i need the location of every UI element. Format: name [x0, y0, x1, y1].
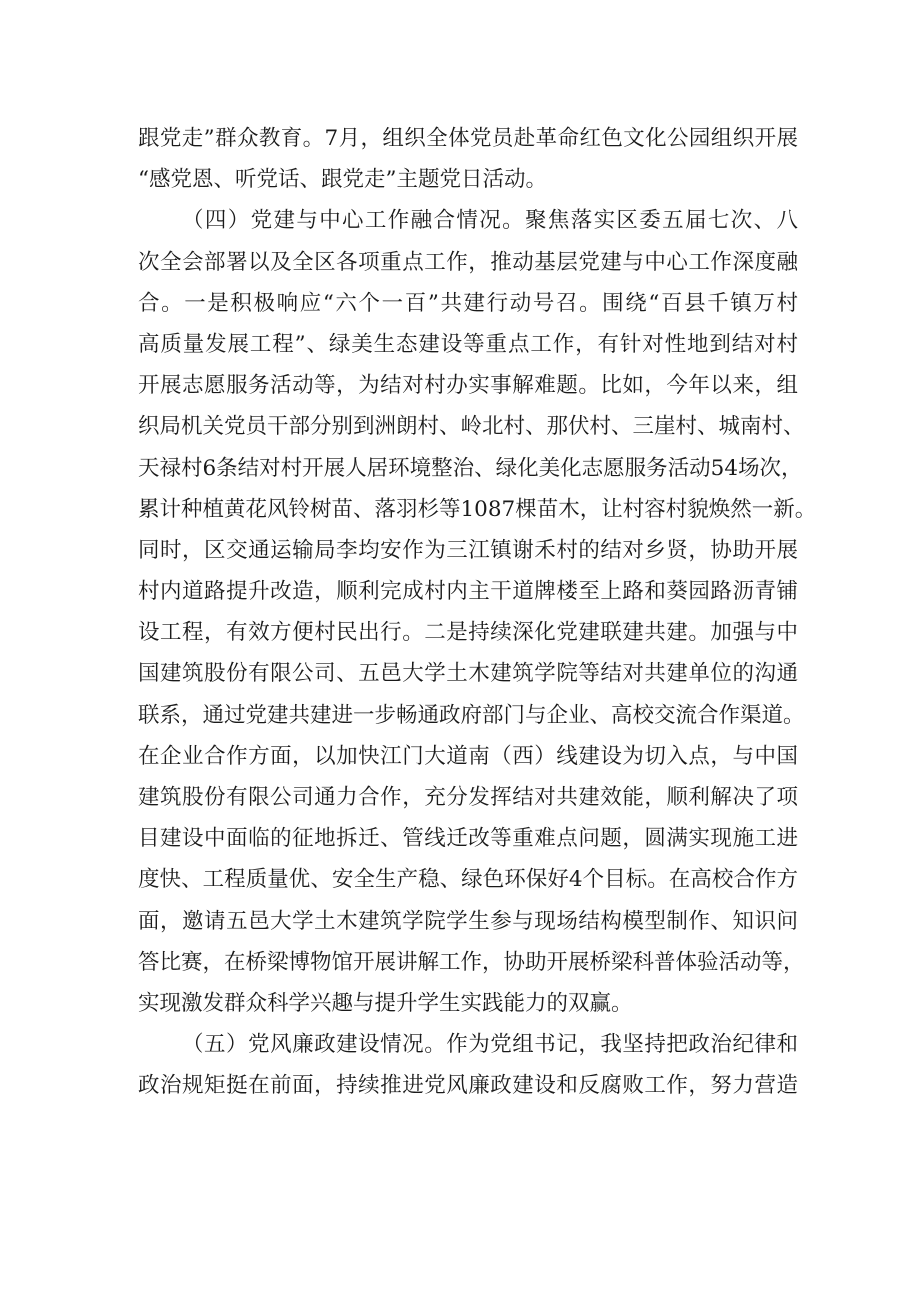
text-line: 建筑股份有限公司通力合作，充分发挥结对共建效能，顺利解决了项 — [138, 785, 798, 810]
text-line: 答比赛，在桥梁博物馆开展讲解工作，协助开展桥梁科普体验活动等， — [138, 949, 805, 975]
text-line: 天禄村6条结对村开展人居环境整治、绿化美化志愿服务活动54场次， — [138, 455, 803, 481]
body-text — [138, 118, 817, 1107]
text-line: 政治规矩挺在前面，持续推进党风廉政建设和反腐败工作，努力营造 — [138, 1073, 798, 1099]
text-line: 国建筑股份有限公司、五邑大学土木建筑学院等结对共建单位的沟通 — [138, 661, 798, 687]
text-line: 村内道路提升改造，顺利完成村内主干道牌楼至上路和葵园路沥青铺 — [138, 579, 798, 605]
text-line: 面，邀请五邑大学土木建筑学院学生参与现场结构模型制作、知识问 — [138, 908, 798, 934]
text-line: 设工程，有效方便村民出行。二是持续深化党建联建共建。加强与中 — [138, 620, 798, 646]
text-line: 次全会部署以及全区各项重点工作，推动基层党建与中心工作深度融 — [138, 249, 798, 275]
text-line: 在企业合作方面，以加快江门大道南（西）线建设为切入点，与中国 — [138, 743, 798, 769]
text-line: 度快、工程质量优、安全生产稳、绿色环保好4个目标。在高校合作方 — [138, 867, 798, 893]
text-line: “感党恩、听党话、跟党走”主题党日活动。 — [138, 167, 547, 193]
text-line: 联系，通过党建共建进一步畅通政府部门与企业、高校交流合作渠道。 — [138, 702, 805, 728]
text-line: 实现激发群众科学兴趣与提升学生实践能力的双赢。 — [138, 990, 633, 1016]
text-line: 织局机关党员干部分别到洲朗村、岭北村、那伏村、三崖村、城南村、 — [138, 414, 805, 440]
text-line: 合。一是积极响应“六个一百”共建行动号召。围绕“百县千镇万村 — [138, 290, 798, 316]
text-line: 高质量发展工程”、绿美生态建设等重点工作，有针对性地到结对村 — [138, 331, 798, 357]
text-line: 累计种植黄花风铃树苗、落羽杉等1087棵苗木，让村容村貌焕然一新。 — [138, 496, 817, 522]
text-line: 目建设中面临的征地拆迁、管线迁改等重难点问题，圆满实现施工进 — [138, 826, 798, 852]
text-line: 开展志愿服务活动等，为结对村办实事解难题。比如，今年以来，组 — [138, 373, 798, 399]
text-line: 同时，区交通运输局李均安作为三江镇谢禾村的结对乡贤，协助开展 — [138, 537, 798, 563]
section-heading-line: （五）党风廉政建设情况。作为党组书记，我坚持把政治纪律和 — [182, 1032, 798, 1058]
text-line: 跟党走”群众教育。7月，组织全体党员赴革命红色文化公园组织开展 — [138, 126, 798, 151]
section-heading-line: （四）党建与中心工作融合情况。聚焦落实区委五届七次、八 — [182, 208, 798, 234]
